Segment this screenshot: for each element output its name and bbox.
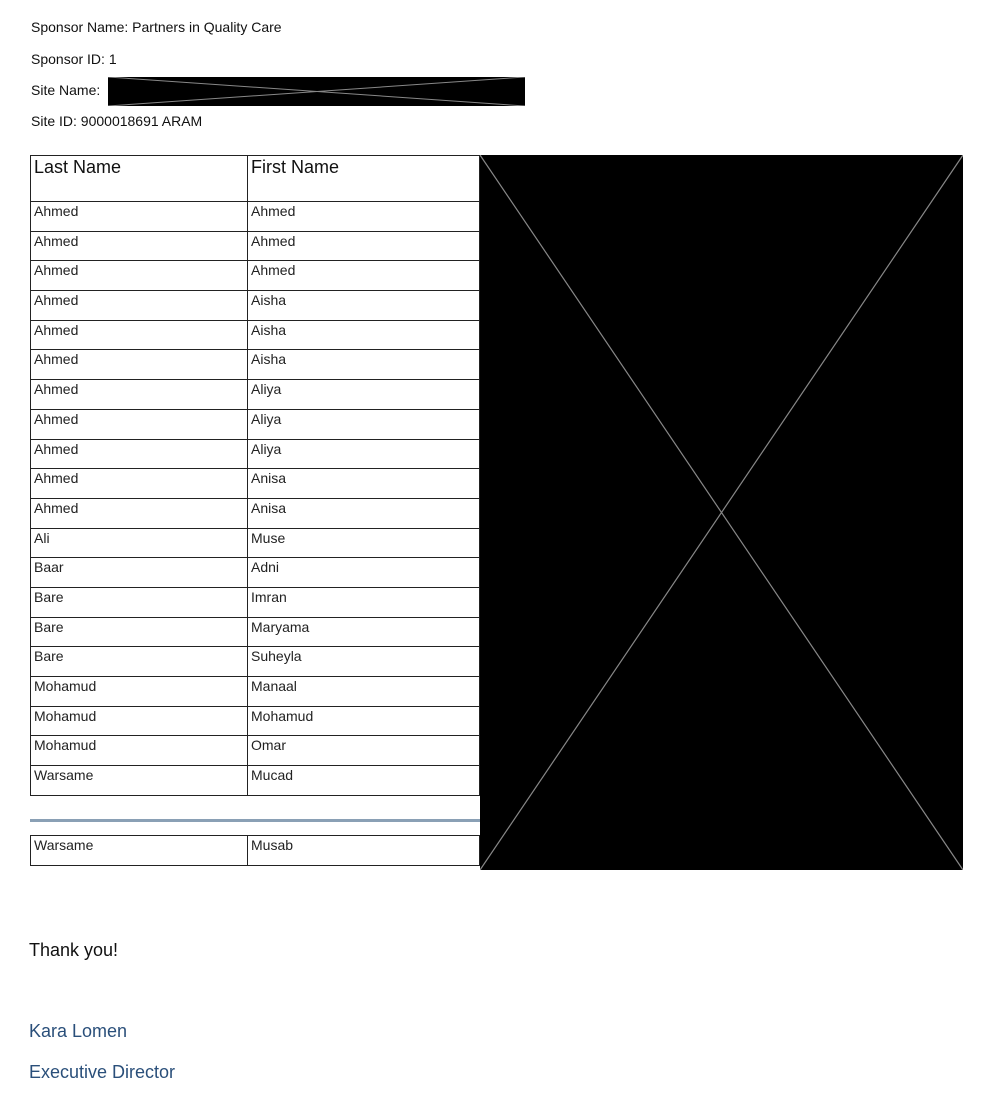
first-name-cell: Anisa (248, 469, 480, 499)
table-row (31, 409, 480, 439)
last-name-cell: Ahmed (31, 409, 248, 439)
last-name-cell: Mohamud (31, 736, 248, 766)
first-name-cell: Ahmed (248, 261, 480, 291)
table-row (31, 469, 480, 499)
last-name-cell: Bare (31, 647, 248, 677)
first-name-cell: Aisha (248, 350, 480, 380)
last-name-cell: Ahmed (31, 261, 248, 291)
first-name-cell: Omar (248, 736, 480, 766)
signature-title: Executive Director (29, 1062, 176, 1082)
table-row (31, 350, 480, 380)
first-name-cell: Maryama (248, 617, 480, 647)
first-name-cell: Mucad (248, 766, 480, 796)
last-name-cell: Mohamud (31, 677, 248, 707)
first-name-cell: Adni (248, 558, 480, 588)
first-name-cell: Ahmed (248, 202, 480, 232)
page-break-line (30, 819, 480, 822)
header-first-name: First Name (248, 156, 480, 202)
first-name-cell: Imran (248, 587, 480, 617)
last-name-cell: Ahmed (31, 439, 248, 469)
first-name-cell: Anisa (248, 498, 480, 528)
last-name-cell: Baar (31, 558, 248, 588)
last-name-cell: Ahmed (31, 202, 248, 232)
table-row (31, 836, 480, 866)
table-row (31, 736, 480, 766)
site-id: Site ID: 9000018691 ARAM (31, 113, 203, 129)
first-name-cell: Aliya (248, 380, 480, 410)
last-name-cell: Ahmed (31, 498, 248, 528)
last-name-cell: Ali (31, 528, 248, 558)
last-name-cell: Ahmed (31, 291, 248, 321)
signature-name: Kara Lomen (29, 1021, 128, 1041)
closing-text: Thank you! (29, 940, 119, 960)
first-name-cell: Aisha (248, 291, 480, 321)
redacted-columns (480, 155, 963, 870)
first-name-cell: Manaal (248, 677, 480, 707)
roster-table (30, 155, 480, 796)
header-last-name: Last Name (31, 156, 248, 202)
last-name-cell: Bare (31, 617, 248, 647)
last-name-cell: Mohamud (31, 706, 248, 736)
sponsor-name: Sponsor Name: Partners in Quality Care (31, 19, 282, 35)
last-name-cell: Ahmed (31, 320, 248, 350)
first-name-cell: Aisha (248, 320, 480, 350)
table-row (31, 558, 480, 588)
first-name-cell: Mohamud (248, 706, 480, 736)
table-row (31, 231, 480, 261)
site-name-label: Site Name: (31, 82, 101, 98)
table-header-row (31, 156, 480, 202)
table-row (31, 587, 480, 617)
last-name-cell: Warsame (31, 836, 248, 866)
last-name-cell: Bare (31, 587, 248, 617)
table-row (31, 380, 480, 410)
table-row (31, 528, 480, 558)
last-name-cell: Ahmed (31, 231, 248, 261)
redacted-site-name (108, 77, 525, 106)
roster-table-continued (30, 835, 480, 866)
table-row (31, 647, 480, 677)
first-name-cell: Suheyla (248, 647, 480, 677)
table-row (31, 291, 480, 321)
last-name-cell: Ahmed (31, 350, 248, 380)
table-row (31, 706, 480, 736)
last-name-cell: Ahmed (31, 469, 248, 499)
last-name-cell: Warsame (31, 766, 248, 796)
first-name-cell: Musab (248, 836, 480, 866)
first-name-cell: Aliya (248, 409, 480, 439)
table-row (31, 498, 480, 528)
first-name-cell: Muse (248, 528, 480, 558)
table-row (31, 261, 480, 291)
table-row (31, 766, 480, 796)
first-name-cell: Ahmed (248, 231, 480, 261)
table-row (31, 677, 480, 707)
table-row (31, 202, 480, 232)
table-row (31, 320, 480, 350)
last-name-cell: Ahmed (31, 380, 248, 410)
table-row (31, 439, 480, 469)
sponsor-id: Sponsor ID: 1 (31, 51, 117, 67)
first-name-cell: Aliya (248, 439, 480, 469)
table-row (31, 617, 480, 647)
